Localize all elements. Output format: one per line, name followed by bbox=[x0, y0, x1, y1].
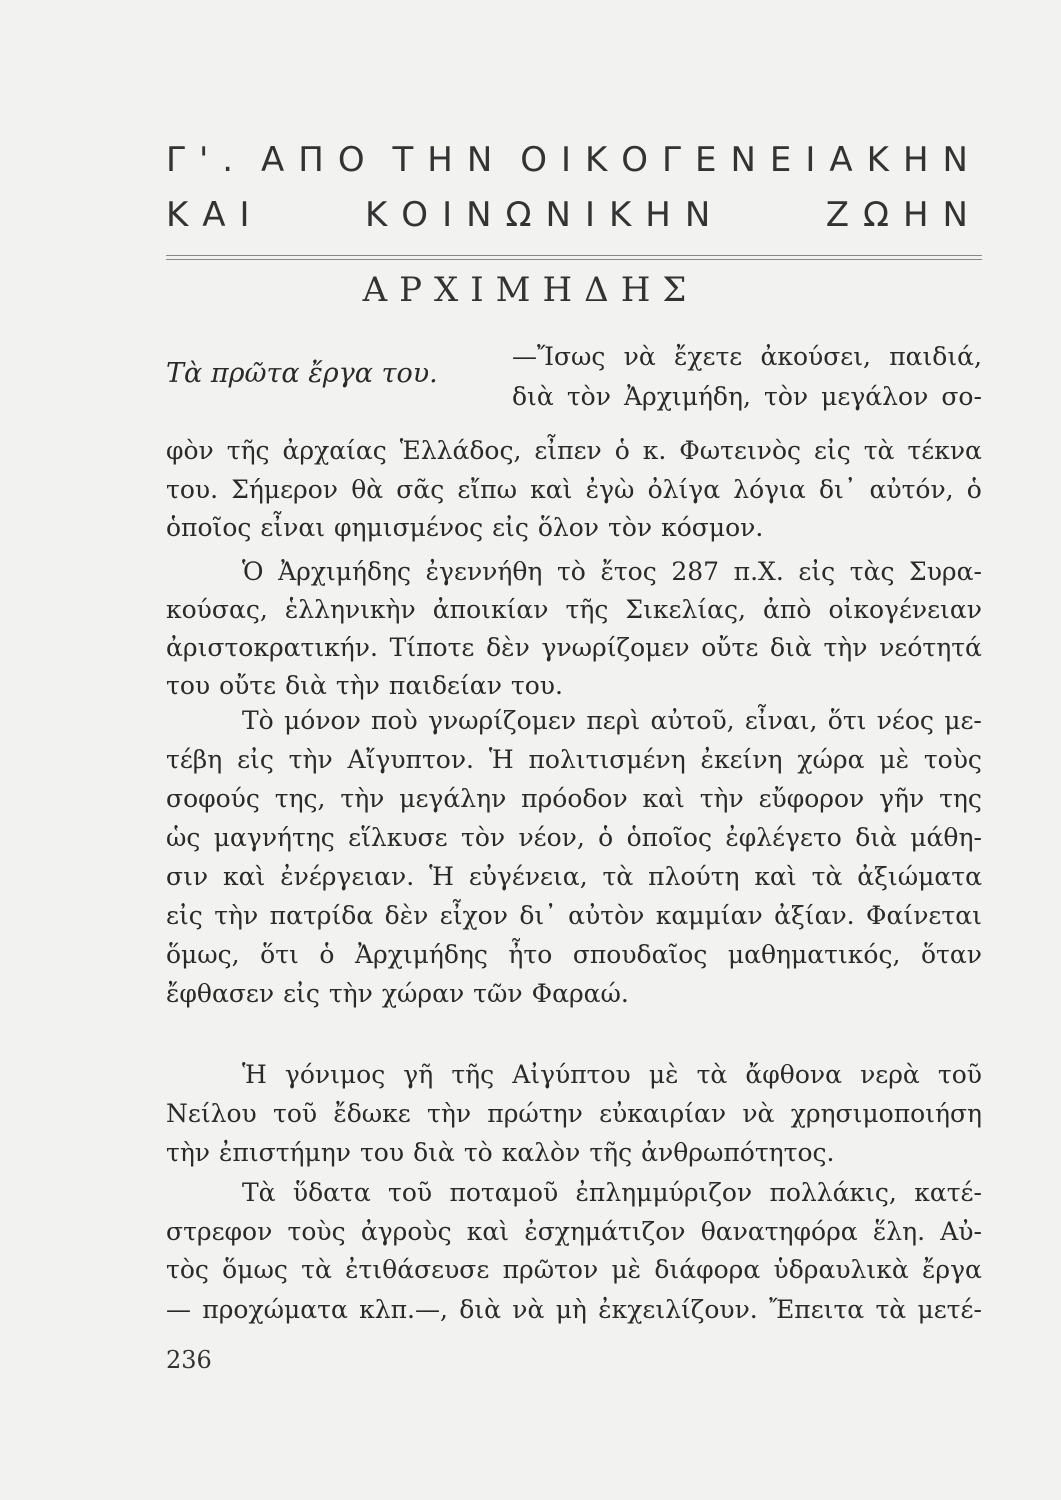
section-title-line-1: Γ'. ΑΠΟ ΤΗΝ ΟΙΚΟΓΕΝΕΙΑΚΗΝ bbox=[166, 140, 982, 180]
text-line: Τὰ ὕδατα τοῦ ποταμοῦ ἐπλημμύριζον πολλάκις, κατέ- bbox=[242, 1178, 982, 1207]
divider-rule bbox=[166, 255, 982, 256]
side-heading: Τὰ πρῶτα ἔργα του. bbox=[166, 358, 438, 389]
text-line: ὅμως, ὅτι ὁ Ἀρχιμήδης ἦτο σπουδαῖος μαθηματικός, ὅταν bbox=[166, 940, 982, 969]
divider-rule bbox=[166, 259, 982, 260]
text-line: σιν καὶ ἐνέργειαν. Ἡ εὐγένεια, τὰ πλούτη καὶ τὰ ἀξιώματα bbox=[166, 862, 982, 891]
text-line: διὰ τὸν Ἀρχιμήδη, τὸν μεγάλον σο- bbox=[512, 382, 982, 411]
text-line: Ἡ γόνιμος γῆ τῆς Αἰγύπτου μὲ τὰ ἄφθονα νερὰ τοῦ bbox=[242, 1060, 982, 1089]
text-line: Ὁ Ἀρχιμήδης ἐγεννήθη τὸ ἔτος 287 π.Χ. εἰς τὰς Συρα- bbox=[242, 557, 982, 586]
text-line: του οὔτε διὰ τὴν παιδείαν του. bbox=[166, 671, 563, 700]
text-line: στρεφον τοὺς ἀγροὺς καὶ ἐσχημάτιζον θανατηφόρα ἕλη. Αὐ- bbox=[166, 1217, 982, 1246]
text-line: — προχώματα κλπ.—, διὰ νὰ μὴ ἐκχειλίζουν. Ἔπειτα τὰ μετέ- bbox=[166, 1295, 982, 1324]
text-line: Νείλου τοῦ ἔδωκε τὴν πρώτην εὐκαιρίαν νὰ χρησιμοποιήση bbox=[166, 1099, 982, 1128]
text-line: ὡς μαγνήτης εἵλκυσε τὸν νέον, ὁ ὁποῖος ἐφλέγετο διὰ μάθη- bbox=[166, 823, 982, 852]
section-title-line-2: ΚΑΙ ΚΟΙΝΩΝΙΚΗΝ ΖΩΗΝ bbox=[166, 195, 982, 235]
text-line: κούσας, ἑλληνικὴν ἀποικίαν τῆς Σικελίας, ἀπὸ οἰκογένειαν bbox=[166, 595, 982, 624]
text-line: τὴν ἐπιστήμην του διὰ τὸ καλὸν τῆς ἀνθρωπότητος. bbox=[166, 1138, 835, 1167]
text-line: σοφούς της, τὴν μεγάλην πρόοδον καὶ τὴν εὔφορον γῆν της bbox=[166, 784, 982, 813]
text-line: ἔφθασεν εἰς τὴν χώραν τῶν Φαραώ. bbox=[166, 979, 629, 1008]
text-line: ἀριστοκρατικήν. Τίποτε δὲν γνωρίζομεν οὔτε διὰ τὴν νεότητά bbox=[166, 633, 982, 662]
text-line: —Ἴσως νὰ ἔχετε ἀκούσει, παιδιά, bbox=[512, 342, 982, 371]
page-number: 236 bbox=[166, 1346, 212, 1374]
text-line: εἰς τὴν πατρίδα δὲν εἶχον δι᾽ αὐτὸν καμμίαν ἀξίαν. Φαίνεται bbox=[166, 901, 982, 930]
text-line: φὸν τῆς ἀρχαίας Ἑλλάδος, εἶπεν ὁ κ. Φωτεινὸς εἰς τὰ τέκνα bbox=[166, 436, 982, 465]
text-line: Τὸ μόνον ποὺ γνωρίζομεν περὶ αὐτοῦ, εἶναι, ὅτι νέος με- bbox=[242, 706, 982, 735]
text-line: ὁποῖος εἶναι φημισμένος εἰς ὅλον τὸν κόσμον. bbox=[166, 513, 764, 542]
text-line: του. Σήμερον θὰ σᾶς εἴπω καὶ ἐγὼ ὀλίγα λόγια δι᾽ αὐτόν, ὁ bbox=[166, 475, 982, 504]
chapter-title: ΑΡΧΙΜΗΔΗΣ bbox=[362, 270, 699, 310]
text-line: τέβη εἰς τὴν Αἴγυπτον. Ἡ πολιτισμένη ἐκείνη χώρα μὲ τοὺς bbox=[166, 745, 982, 774]
text-line: τὸς ὅμως τὰ ἐτιθάσευσε πρῶτον μὲ διάφορα ὑδραυλικὰ ἔργα bbox=[166, 1255, 982, 1284]
